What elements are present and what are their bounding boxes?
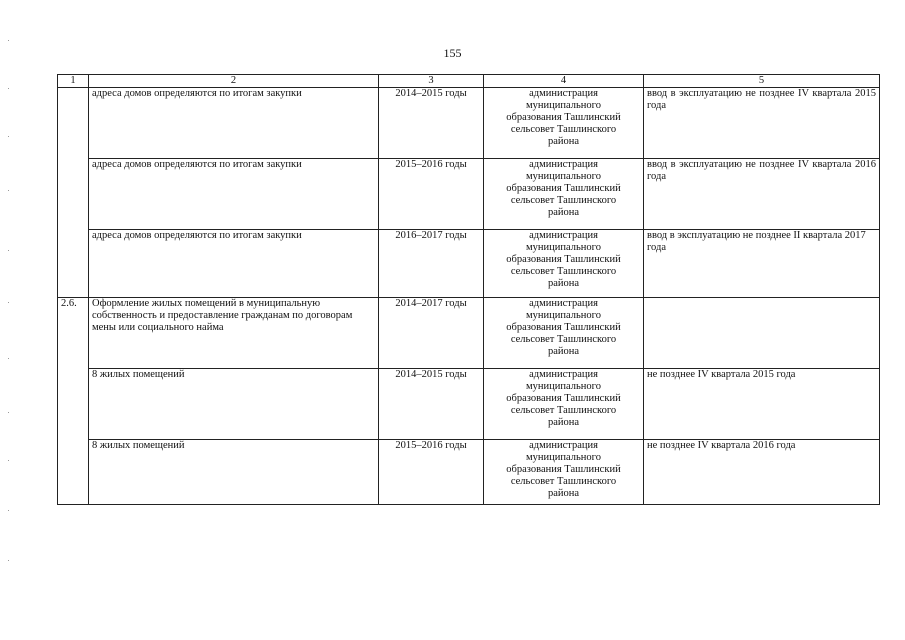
table-header-row bbox=[58, 75, 880, 88]
period-cell: 2014–2015 годы bbox=[379, 369, 484, 440]
period-cell: 2015–2016 годы bbox=[379, 159, 484, 230]
table-row bbox=[58, 298, 880, 369]
responsible-line: муниципального bbox=[526, 310, 601, 321]
responsible-line: сельсовет Ташлинского bbox=[510, 476, 617, 487]
responsible-cell bbox=[484, 440, 644, 505]
responsible-line: муниципального bbox=[526, 452, 601, 463]
responsible-line: муниципального bbox=[526, 171, 601, 182]
description-cell: 8 жилых помещений bbox=[89, 440, 379, 505]
responsible-line: образования Ташлинский bbox=[506, 322, 621, 333]
responsible-line: муниципального bbox=[526, 100, 601, 111]
period-cell: 2015–2016 годы bbox=[379, 440, 484, 505]
responsible-line: администрация bbox=[529, 159, 598, 170]
column-header-3: 3 bbox=[379, 75, 484, 88]
deadline-cell: не позднее IV квартала 2016 года bbox=[644, 440, 880, 505]
responsible-line: района bbox=[547, 488, 580, 499]
table-row bbox=[58, 159, 880, 230]
table-row bbox=[58, 88, 880, 159]
description-cell: адреса домов определяются по итогам закупки bbox=[89, 159, 379, 230]
responsible-line: сельсовет Ташлинского bbox=[510, 195, 617, 206]
responsible-cell bbox=[484, 159, 644, 230]
responsible-line: района bbox=[547, 417, 580, 428]
deadline-cell: не позднее IV квартала 2015 года bbox=[644, 369, 880, 440]
table-row bbox=[58, 440, 880, 505]
responsible-line: сельсовет Ташлинского bbox=[510, 334, 617, 345]
period-cell: 2014–2015 годы bbox=[379, 88, 484, 159]
responsible-line: администрация bbox=[529, 440, 598, 451]
description-cell: адреса домов определяются по итогам закупки bbox=[89, 230, 379, 298]
responsible-line: района bbox=[547, 278, 580, 289]
column-header-2: 2 bbox=[89, 75, 379, 88]
description-cell: Оформление жилых помещений в муниципальную собственность и предоставление гражданам по договорам мены или социального найма bbox=[89, 298, 379, 369]
responsible-line: района bbox=[547, 346, 580, 357]
responsible-line: образования Ташлинский bbox=[506, 393, 621, 404]
responsible-cell bbox=[484, 88, 644, 159]
responsible-line: администрация bbox=[529, 369, 598, 380]
responsible-line: сельсовет Ташлинского bbox=[510, 266, 617, 277]
row-number-cell: 2.6. bbox=[58, 298, 89, 505]
period-cell: 2016–2017 годы bbox=[379, 230, 484, 298]
responsible-line: образования Ташлинский bbox=[506, 464, 621, 475]
deadline-cell: ввод в эксплуатацию не позднее IV квартала 2016 года bbox=[644, 159, 880, 230]
responsible-line: сельсовет Ташлинского bbox=[510, 405, 617, 416]
description-cell: адреса домов определяются по итогам закупки bbox=[89, 88, 379, 159]
column-header-4: 4 bbox=[484, 75, 644, 88]
responsible-line: образования Ташлинский bbox=[506, 254, 621, 265]
responsible-line: администрация bbox=[529, 230, 598, 241]
responsible-line: администрация bbox=[529, 298, 598, 309]
responsible-line: образования Ташлинский bbox=[506, 183, 621, 194]
responsible-line: района bbox=[547, 136, 580, 147]
scan-edge-marks bbox=[8, 40, 10, 600]
deadline-cell bbox=[644, 298, 880, 369]
responsible-line: образования Ташлинский bbox=[506, 112, 621, 123]
measures-table bbox=[57, 74, 880, 505]
column-header-1: 1 bbox=[58, 75, 89, 88]
responsible-line: района bbox=[547, 207, 580, 218]
responsible-cell bbox=[484, 369, 644, 440]
responsible-cell bbox=[484, 230, 644, 298]
page-number: 155 bbox=[443, 46, 462, 60]
deadline-cell: ввод в эксплуатацию не позднее IV квартала 2015 года bbox=[644, 88, 880, 159]
responsible-line: муниципального bbox=[526, 381, 601, 392]
deadline-cell: ввод в эксплуатацию не позднее II квартала 2017 года bbox=[644, 230, 880, 298]
row-number-cell bbox=[58, 88, 89, 298]
responsible-cell bbox=[484, 298, 644, 369]
responsible-line: администрация bbox=[529, 88, 598, 99]
description-cell: 8 жилых помещений bbox=[89, 369, 379, 440]
table-row bbox=[58, 369, 880, 440]
period-cell: 2014–2017 годы bbox=[379, 298, 484, 369]
column-header-5: 5 bbox=[644, 75, 880, 88]
table-row bbox=[58, 230, 880, 298]
responsible-line: сельсовет Ташлинского bbox=[510, 124, 617, 135]
responsible-line: муниципального bbox=[526, 242, 601, 253]
